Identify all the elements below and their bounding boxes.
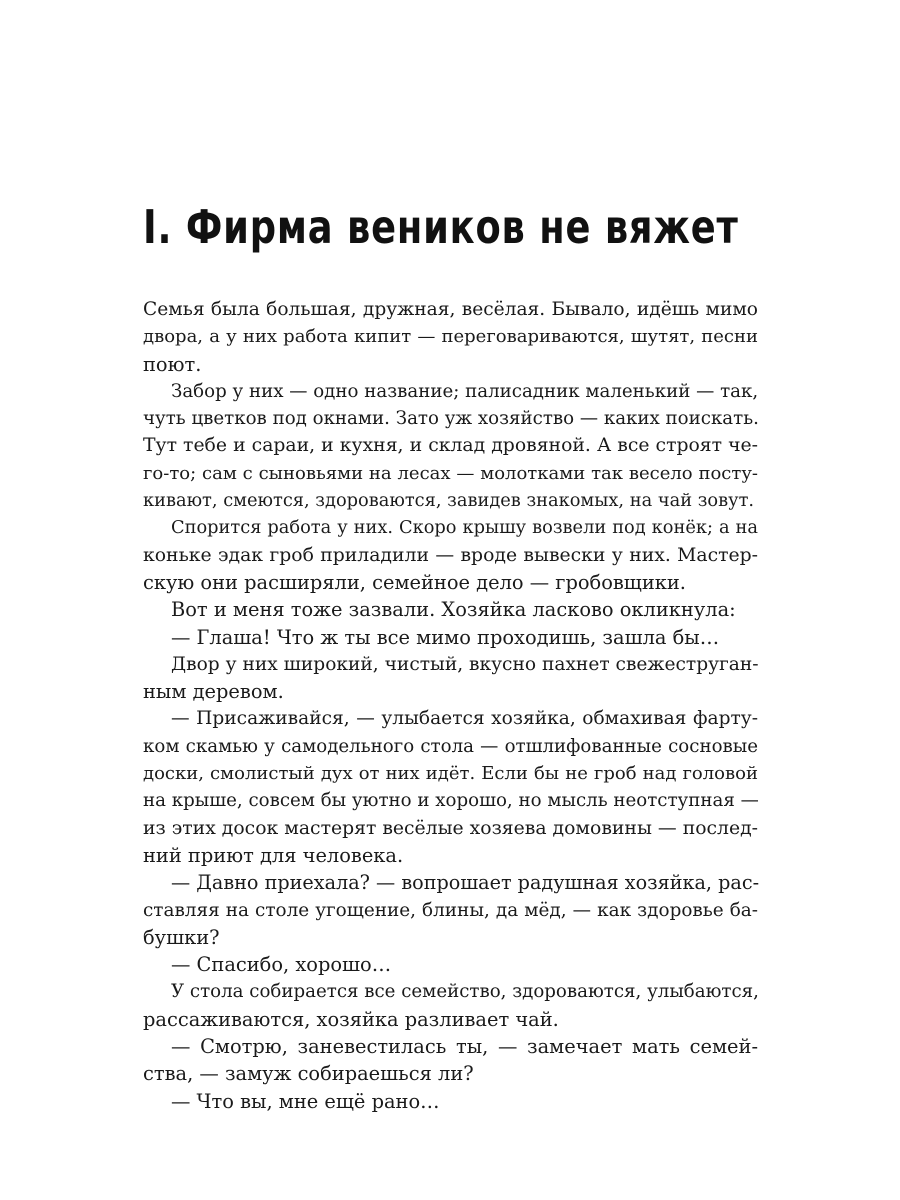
text-line: Двор у них широкий, чистый, вкусно пахнет свежеструган-	[171, 653, 759, 675]
text-line: — Смотрю, заневестилась ты, — замечает мать семей-	[171, 1035, 758, 1059]
text-line: кивают, смеются, здороваются, завидев знакомых, на чай зовут.	[143, 490, 755, 512]
text-line: Тут тебе и сараи, и кухня, и склад дровяной. А все строят че-	[143, 435, 758, 457]
text-line: го-то; сам с сыновьями на лесах — молотками так весело посту-	[143, 462, 758, 484]
text-line: ства, — замуж собираешься ли?	[143, 1062, 474, 1086]
text-line: ным деревом.	[143, 680, 284, 704]
text-line: — Спасибо, хорошо…	[171, 953, 392, 977]
text-line: — Давно приехала? — вопрошает радушная хозяйка, рас-	[171, 871, 760, 895]
text-line: на крыше, совсем бы уютно и хорошо, но мысль неотступная —	[143, 790, 759, 812]
text-line: скую они расширяли, семейное дело — гробовщики.	[143, 570, 686, 594]
text-line: ставляя на столе угощение, блины, да мёд, — как здоровье ба-	[143, 899, 758, 921]
text-line: поют.	[143, 352, 202, 376]
text-line: Спорится работа у них. Скоро крышу возвели под конёк; а на	[171, 517, 758, 539]
text-line: из этих досок мастерят весёлые хозяева домовины — послед-	[143, 817, 758, 839]
text-line: Вот и меня тоже зазвали. Хозяйка ласково окликнула:	[171, 598, 736, 622]
text-line: рассаживаются, хозяйка разливает чай.	[143, 1007, 559, 1031]
text-line: У стола собирается все семейство, здороваются, улыбаются,	[171, 981, 759, 1003]
text-line: ний приют для человека.	[143, 843, 404, 867]
text-line: — Что вы, мне ещё рано…	[171, 1089, 440, 1113]
text-line: бушки?	[143, 925, 220, 949]
text-line: ком скамью у самодельного стола — отшлифованные сосновые	[143, 735, 758, 757]
text-line: — Глаша! Что ж ты все мимо проходишь, зашла бы…	[171, 625, 720, 649]
text-line: Забор у них — одно название; палисадник маленький — так,	[171, 380, 759, 402]
text-line: двора, а у них работа кипит — переговариваются, шутят, песни	[143, 326, 758, 348]
chapter-title: I. Фирма веников не вяжет	[143, 200, 739, 254]
body-text	[143, 296, 758, 1115]
text-line: коньке эдак гроб приладили — вроде вывески у них. Мастер-	[143, 544, 758, 566]
text-line: чуть цветков под окнами. Зато уж хозяйство — каких поискать.	[143, 408, 759, 430]
text-line: — Присаживайся, — улыбается хозяйка, обмахивая фарту-	[171, 708, 758, 730]
text-line: доски, смолистый дух от них идёт. Если бы не гроб над головой	[143, 763, 758, 785]
text-line: Семья была большая, дружная, весёлая. Бывало, идёшь мимо	[143, 299, 758, 320]
